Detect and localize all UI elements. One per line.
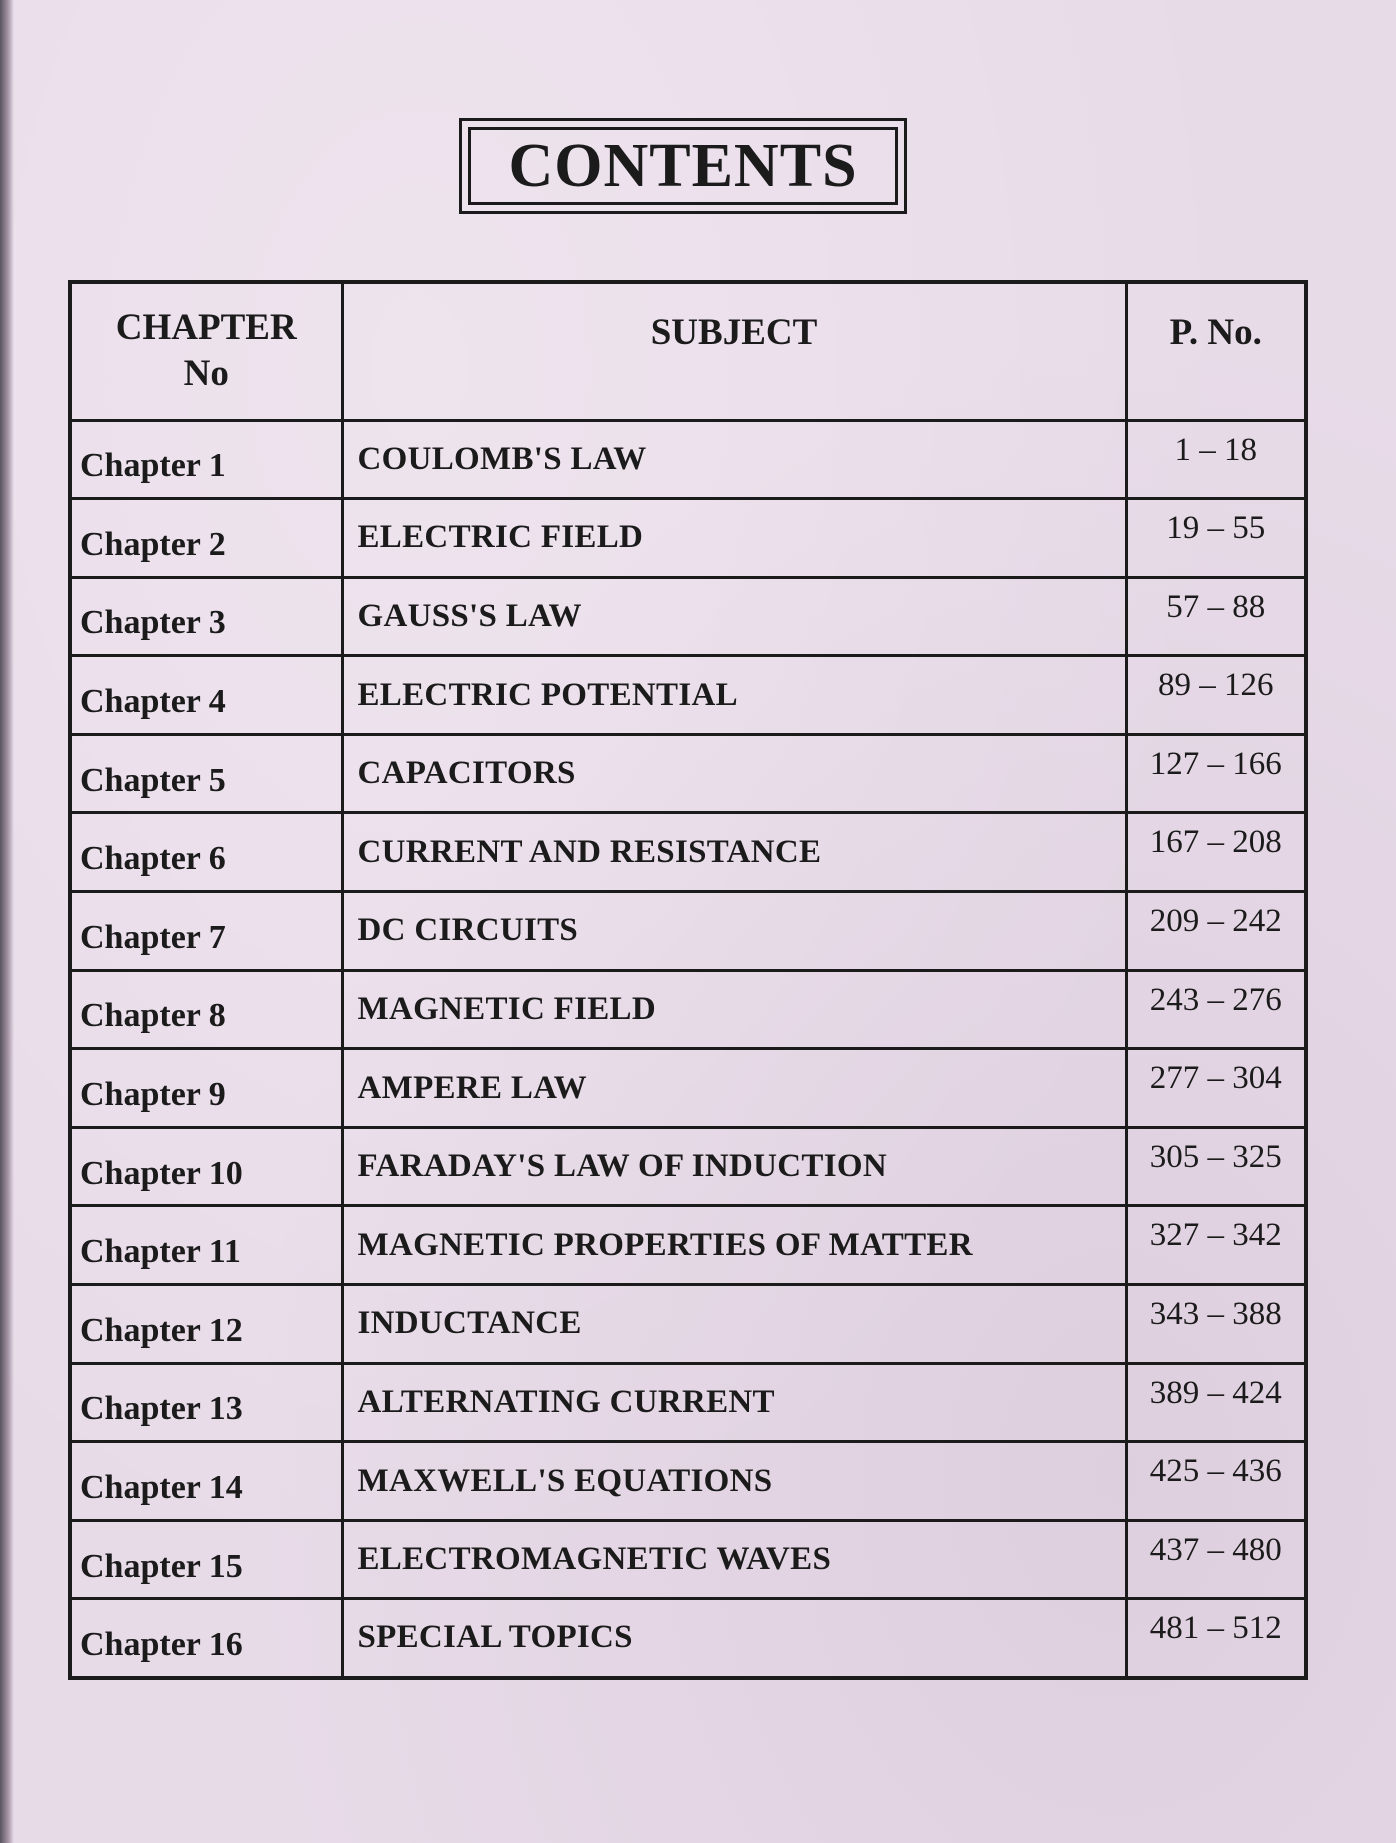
page-range-cell: 437 – 480 [1126, 1520, 1306, 1599]
page-range-cell: 57 – 88 [1126, 577, 1306, 656]
page-range-cell: 127 – 166 [1126, 734, 1306, 813]
subject-cell: GAUSS'S LAW [342, 577, 1126, 656]
table-row [70, 420, 1306, 499]
chapter-cell: Chapter 13 [70, 1363, 342, 1442]
page-range-cell: 425 – 436 [1126, 1442, 1306, 1521]
page-range-cell: 481 – 512 [1126, 1599, 1306, 1678]
chapter-cell: Chapter 4 [70, 656, 342, 735]
chapter-cell: Chapter 12 [70, 1285, 342, 1364]
table-row [70, 734, 1306, 813]
subject-cell: FARADAY'S LAW OF INDUCTION [342, 1127, 1126, 1206]
subject-cell: INDUCTANCE [342, 1285, 1126, 1364]
page-range-cell: 277 – 304 [1126, 1049, 1306, 1128]
table-row [70, 813, 1306, 892]
table-row [70, 1285, 1306, 1364]
chapter-cell: Chapter 11 [70, 1206, 342, 1285]
table-row [70, 1599, 1306, 1678]
page-range-cell: 1 – 18 [1126, 420, 1306, 499]
subject-cell: ELECTROMAGNETIC WAVES [342, 1520, 1126, 1599]
page-range-cell: 19 – 55 [1126, 499, 1306, 578]
chapter-cell: Chapter 2 [70, 499, 342, 578]
chapter-cell: Chapter 1 [70, 420, 342, 499]
subject-cell: ALTERNATING CURRENT [342, 1363, 1126, 1442]
header-chapter [70, 282, 342, 420]
contents-table [68, 280, 1308, 1680]
chapter-cell: Chapter 15 [70, 1520, 342, 1599]
header-page-number: P. No. [1126, 282, 1306, 420]
chapter-cell: Chapter 3 [70, 577, 342, 656]
header-chapter-line2: No [183, 353, 229, 395]
table-row [70, 1206, 1306, 1285]
table-row [70, 892, 1306, 971]
subject-cell: MAXWELL'S EQUATIONS [342, 1442, 1126, 1521]
chapter-cell: Chapter 10 [70, 1127, 342, 1206]
table-row [70, 656, 1306, 735]
page-range-cell: 343 – 388 [1126, 1285, 1306, 1364]
page-title: CONTENTS [508, 132, 858, 200]
chapter-cell: Chapter 7 [70, 892, 342, 971]
table-row [70, 1127, 1306, 1206]
table-row [70, 499, 1306, 578]
subject-cell: COULOMB'S LAW [342, 420, 1126, 499]
subject-cell: CURRENT AND RESISTANCE [342, 813, 1126, 892]
chapter-cell: Chapter 5 [70, 734, 342, 813]
subject-cell: SPECIAL TOPICS [342, 1599, 1126, 1678]
table-row [70, 1363, 1306, 1442]
title-inner-frame [468, 127, 898, 205]
subject-cell: CAPACITORS [342, 734, 1126, 813]
subject-cell: DC CIRCUITS [342, 892, 1126, 971]
chapter-cell: Chapter 14 [70, 1442, 342, 1521]
subject-cell: ELECTRIC FIELD [342, 499, 1126, 578]
header-chapter-line1: CHAPTER [115, 307, 297, 348]
header-subject: SUBJECT [342, 282, 1126, 420]
chapter-cell: Chapter 16 [70, 1599, 342, 1678]
page-range-cell: 305 – 325 [1126, 1127, 1306, 1206]
subject-cell: MAGNETIC PROPERTIES OF MATTER [342, 1206, 1126, 1285]
page-range-cell: 209 – 242 [1126, 892, 1306, 971]
title-frame [459, 118, 907, 214]
chapter-cell: Chapter 6 [70, 813, 342, 892]
page-range-cell: 389 – 424 [1126, 1363, 1306, 1442]
page-range-cell: 89 – 126 [1126, 656, 1306, 735]
page-range-cell: 327 – 342 [1126, 1206, 1306, 1285]
subject-cell: AMPERE LAW [342, 1049, 1126, 1128]
page-range-cell: 167 – 208 [1126, 813, 1306, 892]
header-row [70, 282, 1306, 420]
page-range-cell: 243 – 276 [1126, 970, 1306, 1049]
binding-edge [0, 0, 14, 1843]
subject-cell: ELECTRIC POTENTIAL [342, 656, 1126, 735]
chapter-cell: Chapter 8 [70, 970, 342, 1049]
table-row [70, 1442, 1306, 1521]
table-row [70, 577, 1306, 656]
chapter-cell: Chapter 9 [70, 1049, 342, 1128]
table-row [70, 970, 1306, 1049]
subject-cell: MAGNETIC FIELD [342, 970, 1126, 1049]
table-row [70, 1049, 1306, 1128]
table-row [70, 1520, 1306, 1599]
